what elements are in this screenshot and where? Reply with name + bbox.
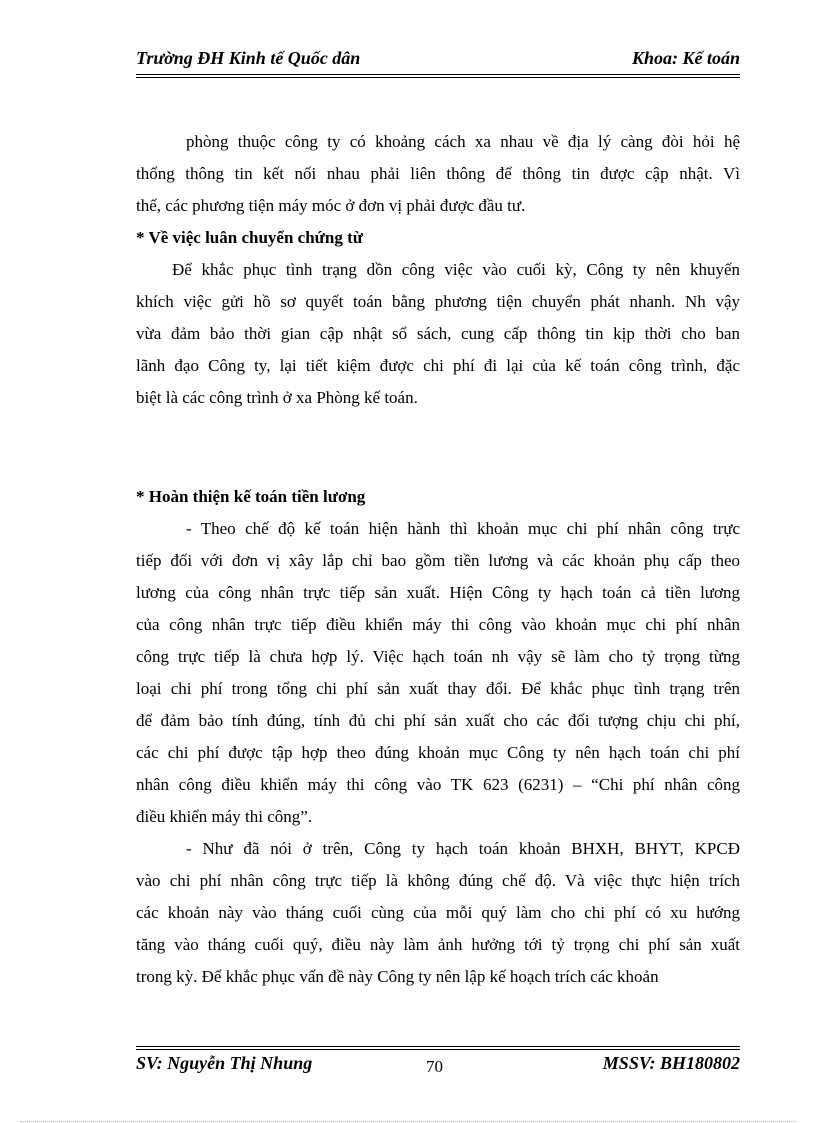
section-heading: * Hoàn thiện kế toán tiền lương <box>136 487 366 506</box>
body-line: - Theo chế độ kế toán hiện hành thì khoản mục chi phí nhân công trực <box>186 519 740 538</box>
body-line: vừa đảm bảo thời gian cập nhật sổ sách, cung cấp thông tin kịp thời cho ban <box>136 324 740 343</box>
footer-divider <box>136 1046 740 1047</box>
body-line: của công nhân trực tiếp điều khiển máy thi công vào khoản mục chi phí nhân <box>136 615 740 634</box>
body-line: tiếp đối với đơn vị xây lắp chỉ bao gồm tiền lương và các khoản phụ cấp theo <box>136 551 740 570</box>
header-divider <box>136 74 740 75</box>
body-line: Để khắc phục tình trạng dồn công việc vào cuối kỳ, Công ty nên khuyến <box>172 260 740 279</box>
body-line: lãnh đạo Công ty, lại tiết kiệm được chi phí đi lại của kế toán công trình, đặc <box>136 356 740 375</box>
header-divider-secondary <box>136 77 740 78</box>
body-line: thống thông tin kết nối nhau phải liên thông để thông tin được cập nhật. Vì <box>136 164 740 183</box>
body-line: nhân công điều khiển máy thi công vào TK 623 (6231) – “Chi phí nhân công <box>136 775 740 794</box>
page-header <box>136 48 740 72</box>
page-number: 70 <box>426 1057 443 1076</box>
body-line: các khoản này vào tháng cuối cùng của mỗi quý làm cho chi phí có xu hướng <box>136 903 740 922</box>
body-line: - Như đã nói ở trên, Công ty hạch toán khoản BHXH, BHYT, KPCĐ <box>186 839 740 858</box>
header-faculty: Khoa: Kế toán <box>631 48 740 68</box>
body-line: điều khiển máy thi công”. <box>136 807 313 826</box>
page-edge-border <box>20 1121 796 1122</box>
body-line: phòng thuộc công ty có khoảng cách xa nhau về địa lý càng đòi hỏi hệ <box>186 132 740 151</box>
header-university: Trường ĐH Kinh tế Quốc dân <box>136 48 361 68</box>
footer-student-id: MSSV: BH180802 <box>602 1053 740 1073</box>
page-footer <box>136 1053 740 1077</box>
body-line: các chi phí được tập hợp theo đúng khoản mục Công ty nên hạch toán chi phí <box>136 743 740 762</box>
body-line: công trực tiếp là chưa hợp lý. Việc hạch toán nh vậy sẽ làm cho tỷ trọng từng <box>136 647 740 666</box>
footer-student-name: SV: Nguyễn Thị Nhung <box>136 1053 313 1073</box>
section-heading: * Về việc luân chuyển chứng từ <box>136 228 363 247</box>
body-line: vào chi phí nhân công trực tiếp là không đúng chế độ. Và việc thực hiện trích <box>136 871 740 890</box>
body-line: lương của công nhân trực tiếp sản xuất. Hiện Công ty hạch toán cả tiền lương <box>136 583 740 602</box>
body-line: thế, các phương tiện máy móc ở đơn vị phải được đầu tư. <box>136 196 526 215</box>
footer-divider-secondary <box>136 1049 740 1050</box>
body-line: khích việc gửi hồ sơ quyết toán bằng phương tiện chuyển phát nhanh. Nh vậy <box>136 292 740 311</box>
body-line: biệt là các công trình ở xa Phòng kế toán. <box>136 388 418 407</box>
body-line: để đảm bảo tính đúng, tính đủ chi phí sản xuất cho các đối tượng chịu chi phí, <box>136 711 740 730</box>
body-line: tăng vào tháng cuối quý, điều này làm ảnh hưởng tới tỷ trọng chi phí sản xuất <box>136 935 740 954</box>
body-line: trong kỳ. Để khắc phục vấn đề này Công ty nên lập kế hoạch trích các khoản <box>136 967 659 986</box>
body-line: loại chi phí trong tổng chi phí sản xuất thay đổi. Để khắc phục tình trạng trên <box>136 679 740 698</box>
